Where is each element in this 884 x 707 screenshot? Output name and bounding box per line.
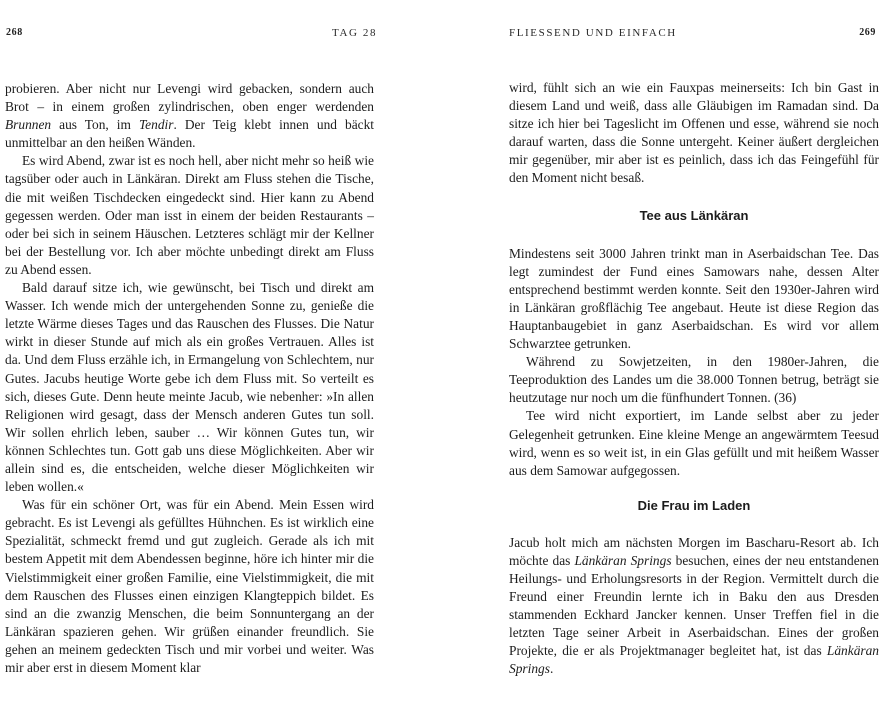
paragraph: Was für ein schöner Ort, was für ein Abend. Mein Essen wird gebracht. Es ist Levengi als gefülltes Hühnchen. Es ist wirklich eine Spezialität, schmeckt fremd und gut zugleich. Gerade als ich mit bestem Appetit mit dem Abendessen beginne, höre ich hinter mir die Vielstimmigkeit einer großen Familie, eine Vielstimmigkeit, die mit dem Rauschen des Flusses einen einzigen Klangteppich bildet. Es sind an die zwanzig Menschen, die beim Sonnuntergang an der Länkäran spazieren gehen. Wir grüßen einander freundlich. Sie gehen an meinem gedeckten Tisch und mir vorbei und weiter. Was mir aber erst in diesem Moment klar [5, 497, 374, 675]
paragraph-text: . [549, 661, 554, 677]
page-body [509, 79, 879, 679]
paragraph-text: . Der Teig klebt innen und bäckt unmittelbar an den heißen Wänden. [5, 117, 374, 151]
paragraph: Es wird Abend, zwar ist es noch hell, aber nicht mehr so heiß wie tagsüber oder auch in Länkäran. Direkt am Fluss stehen die Tische, die mit weißen Tischdecken eingedeckt sind. Hier kann zu Abend gegessen werden. Oder man isst in einem der beiden Restaurants – oder bei sich in seinem Häuschen. Letzteres schlägt mir der Kellner bei der Bestellung vor. Ich aber möchte unbedingt direkt am Fluss zu Abend essen. [5, 153, 374, 277]
italic-term: Brunnen [5, 117, 52, 133]
section-heading: Tee aus Länkäran [639, 207, 749, 223]
running-head: FLIESSEND UND EINFACH [509, 27, 677, 39]
paragraph-text: Jacub holt mich am nächsten Morgen im Bascharu-Resort ab. Ich möchte das [509, 534, 879, 568]
paragraph-text: aus Ton, im [51, 117, 139, 133]
paragraph [5, 80, 374, 152]
running-head: TAG 28 [332, 27, 378, 39]
paragraph: Während zu Sowjetzeiten, in den 1980er-Jahren, die Teeproduktion des Landes um die 38.000 Tonnen betrug, beträgt sie heutzutage nur noch um die fünfhundert Tonnen. (36) [509, 354, 879, 406]
paragraph: Bald darauf sitze ich, wie gewünscht, bei Tisch und direkt am Wasser. Ich wende mich der untergehenden Sonne zu, genieße die letzte Wärme dieses Tages und das Rauschen des Flusses. Die Natur wirkt in dieser Stunde auf mich als ein großes Vertrauen. Alles ist da. Und dem Fluss erzähle ich, in Ermangelung von Schlechtem, nur Gutes. Jacubs heutige Worte gebe ich dem Fluss mit. So verteilt es sich, dieses Gute. Denn heute meinte Jacub, wie nebenher: »In allen Religionen wird gesagt, dass der Mensch anderen Gutes tun soll. Wir sollen ehrlich leben, sauber … Wir können Gutes tun, wir können Schlechtes tun. Gott gab uns diese Möglichkeiten. Aber wir allein sind es, die entscheiden, welche dieser Möglichkeiten wir leben wollen.« [5, 280, 374, 495]
right-page [442, 0, 884, 707]
paragraph-text: besuchen, eines der neu entstandenen Heilungs- und Erholungsresorts in der Region. Vermittelt durch die Freund einer Freundin lernte ich in Baku den aus Dresden stammenden Eckhard Jancker kennen. Unser Treffen fiel in die letzten Tage seiner Arbeit in Aserbaidschan. Eines der großen Projekte, die er als Projektmanager begleitet hat, ist das [509, 552, 879, 659]
paragraph: Tee wird nicht exportiert, im Lande selbst aber zu jeder Gelegenheit getrunken. Eine kleine Menge an angewärmtem Teesud wird, wenn es so weit ist, in ein Glas gefüllt und mit heißem Wasser aus dem Samowar aufgegossen. [509, 408, 879, 478]
page-number: 269 [859, 27, 876, 38]
paragraph: wird, fühlt sich an wie ein Fauxpas meinerseits: Ich bin Gast in diesem Land und weiß, dass alle Gläubigen im Ramadan sind. Da sitze ich hier bei Tageslicht im Offenen und esse, während sie noch darauf warten, dass die Sonne untergeht. Keiner äußert dergleichen mir gegenüber, mir aber ist es peinlich, dass ich das Feingefühl für den Moment nicht besaß. [509, 80, 879, 186]
page-number: 268 [6, 27, 23, 38]
paragraph-text: probieren. Aber nicht nur Levengi wird gebacken, sondern auch Brot – in einem großen zylindrischen, oben enger werdenden [5, 81, 374, 115]
paragraph [509, 534, 879, 679]
paragraph: Mindestens seit 3000 Jahren trinkt man in Aserbaidschan Tee. Das legt zumindest der Fund eines Samowars nahe, dessen Alter entsprechend bestimmt werden konnte. Seit den 1930er-Jahren wird in Länkäran großflächig Tee angebaut. Heute ist diese Region das Hauptanbaugebiet in ganz Aserbaidschan. Es wird vor allem Schwarztee getrunken. [509, 245, 879, 352]
italic-term: Länkäran Springs [509, 643, 879, 677]
italic-term: Länkäran Springs [574, 552, 672, 568]
section-heading: Die Frau im Laden [637, 497, 751, 513]
italic-term: Tendir [138, 117, 174, 133]
page-body [5, 80, 374, 677]
